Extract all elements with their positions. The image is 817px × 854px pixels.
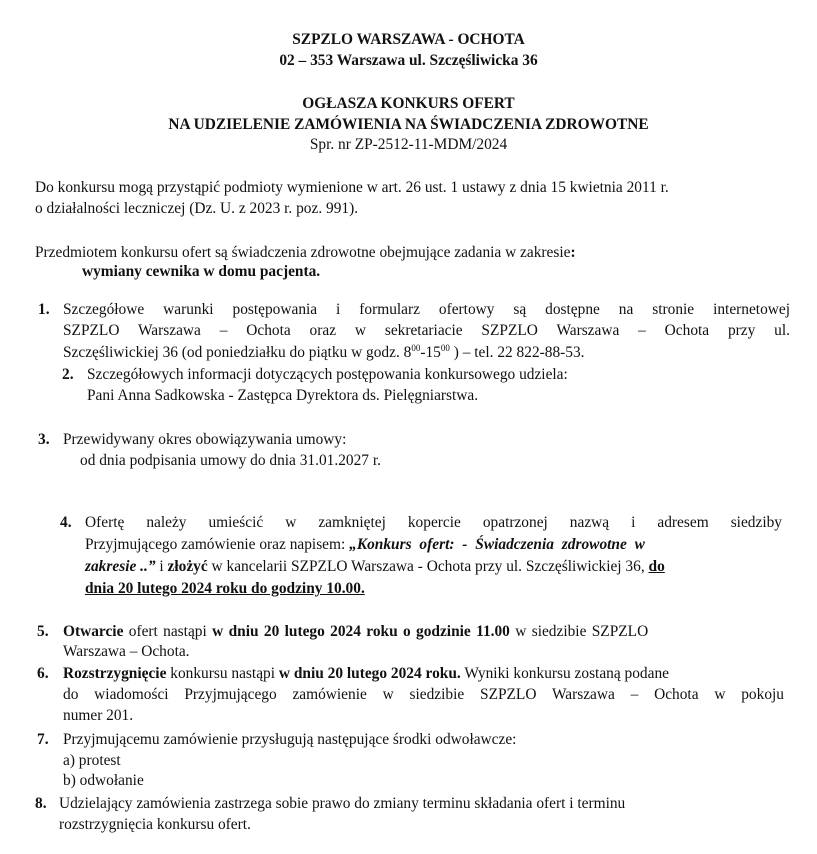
item-4-label-quote-end: zakresie ..” bbox=[85, 558, 156, 575]
item-4-number: 4. bbox=[60, 514, 72, 531]
item-3-line1: Przewidywany okres obowiązywania umowy: bbox=[63, 431, 347, 448]
item-7-number: 7. bbox=[37, 731, 49, 748]
item-1-phone: ) – tel. 22 822-88-53. bbox=[449, 344, 585, 361]
case-number: Spr. nr ZP-2512-11-MDM/2024 bbox=[309, 136, 508, 153]
item-1-line3 bbox=[63, 343, 585, 362]
intro-line2: o działalności leczniczej (Dz. U. z 2023 r. poz. 991). bbox=[35, 200, 359, 217]
item-2-line1: Szczegółowych informacji dotyczących postępowania konkursowego udziela: bbox=[87, 366, 568, 383]
org-name: SZPZLO WARSZAWA - OCHOTA bbox=[292, 31, 525, 48]
item-7-option-a: a) protest bbox=[63, 752, 121, 769]
item-5-line1 bbox=[63, 622, 648, 641]
item-8-number: 8. bbox=[35, 795, 47, 812]
item-4-line3 bbox=[85, 557, 665, 576]
item-4-pre-text: Przyjmującego zamówienie oraz napisem: bbox=[85, 536, 346, 553]
item-3-number: 3. bbox=[38, 431, 50, 448]
item-4-line2 bbox=[85, 535, 645, 554]
item-4-label-quote: „Konkurs ofert: - Świadczenia zdrowotne w bbox=[349, 536, 645, 553]
item-5-opening: Otwarcie bbox=[63, 623, 124, 640]
item-1-number: 1. bbox=[38, 301, 50, 318]
item-6-resolution: Rozstrzygnięcie bbox=[63, 665, 167, 682]
item-5-place: w siedzibie SZPZLO bbox=[509, 623, 649, 640]
item-4-submit-word: złożyć bbox=[167, 558, 208, 575]
item-8-line1: Udzielający zamówienia zastrzega sobie prawo do zmiany terminu składania ofert i terminu bbox=[59, 795, 626, 812]
item-6-line1 bbox=[63, 664, 669, 683]
item-5-text: ofert nastąpi bbox=[123, 623, 213, 640]
org-address: 02 – 353 Warszawa ul. Szczęśliwicka 36 bbox=[279, 52, 538, 69]
intro-line1: Do konkursu mogą przystąpić podmioty wymienione w art. 26 ust. 1 ustawy z dnia 15 kwietnia 2011 r. bbox=[35, 179, 669, 196]
item-1-sup-open: 00 bbox=[411, 343, 421, 353]
subject-line1 bbox=[35, 243, 576, 262]
subject-colon: : bbox=[570, 244, 576, 261]
announce-title-line1: OGŁASZA KONKURS OFERT bbox=[302, 95, 515, 112]
item-5-date: w dniu 20 lutego 2024 roku o godzinie 11.00 bbox=[212, 623, 510, 640]
item-6-date: w dniu 20 lutego 2024 roku. bbox=[278, 665, 461, 682]
item-1-line1: Szczegółowe warunki postępowania i formularz ofertowy są dostępne na stronie internetowej bbox=[63, 301, 790, 318]
subject-text: Przedmiotem konkursu ofert są świadczenia zdrowotne obejmujące zadania w zakresie bbox=[35, 244, 571, 261]
item-7-line1: Przyjmującemu zamówienie przysługują następujące środki odwoławcze: bbox=[63, 731, 517, 748]
item-6-line3: numer 201. bbox=[63, 707, 134, 724]
item-1-hours-mid: -15 bbox=[420, 344, 441, 361]
item-8-line2: rozstrzygnięcia konkursu ofert. bbox=[59, 816, 251, 833]
item-5-line2: Warszawa – Ochota. bbox=[63, 643, 190, 660]
item-6-results: Wyniki konkursu zostaną podane bbox=[460, 665, 669, 682]
item-2-line2: Pani Anna Sadkowska - Zastępca Dyrektora ds. Pielęgniarstwa. bbox=[87, 387, 479, 404]
announce-title-line2: NA UDZIELENIE ZAMÓWIENIA NA ŚWIADCZENIA ZDROWOTNE bbox=[168, 116, 649, 133]
item-6-line2: do wiadomości Przyjmującego zamówienie w siedzibie SZPZLO Warszawa – Ochota w pokoju bbox=[63, 686, 784, 703]
item-6-text: konkursu nastąpi bbox=[166, 665, 279, 682]
item-3-line2: od dnia podpisania umowy do dnia 31.01.2027 r. bbox=[80, 452, 381, 469]
item-2-number: 2. bbox=[62, 366, 74, 383]
item-6-number: 6. bbox=[37, 665, 49, 682]
item-1-hours-text: Szczęśliwickiej 36 (od poniedziałku do piątku w godz. 8 bbox=[63, 344, 412, 361]
item-4-text-and: i bbox=[155, 558, 168, 575]
item-4-deadline-start: do bbox=[648, 558, 665, 575]
item-1-line2: SZPZLO Warszawa – Ochota oraz w sekretariacie SZPZLO Warszawa – Ochota przy ul. bbox=[63, 322, 790, 339]
item-4-location: w kancelarii SZPZLO Warszawa - Ochota przy ul. Szczęśliwickiej 36, bbox=[207, 558, 649, 575]
item-5-number: 5. bbox=[37, 623, 49, 640]
item-1-sup-close: 00 bbox=[440, 343, 450, 353]
item-7-option-b: b) odwołanie bbox=[63, 772, 144, 789]
item-4-line1: Ofertę należy umieścić w zamkniętej kopercie opatrzonej nazwą i adresem siedziby bbox=[85, 514, 782, 531]
subject-scope: wymiany cewnika w domu pacjenta. bbox=[82, 263, 321, 280]
item-4-deadline: dnia 20 lutego 2024 roku do godziny 10.00. bbox=[85, 580, 365, 597]
